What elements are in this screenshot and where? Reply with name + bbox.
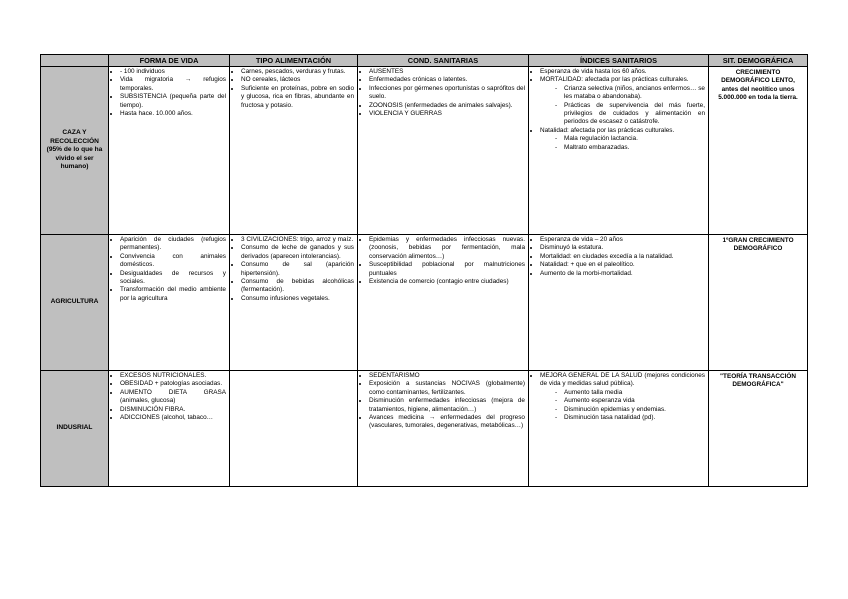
- list-item: [369, 278, 525, 286]
- list-item-text: • Consumo de leche de ganados y sus derivados (aparecen intolerancias).: [241, 244, 354, 260]
- list-item-text: • Aumento de la morbi-mortalidad.: [540, 269, 633, 277]
- table-row: [41, 235, 808, 371]
- table-row: [41, 67, 808, 235]
- list-item-text: • Desigualdades de recursos y sociales.: [120, 269, 226, 286]
- list-item-text: • Consumo de sal (aparición hipertensión).: [241, 261, 354, 277]
- list-item-text: • EXCESOS NUTRICIONALES.: [120, 372, 207, 379]
- bullet-list: [532, 372, 705, 422]
- cell-sit-demografica: "TEORÍA TRANSACCIÓN DEMOGRÁFICA": [709, 371, 808, 487]
- list-item: [241, 68, 354, 76]
- bullet-list: [361, 372, 525, 431]
- cell-cond-sanitarias: [358, 67, 529, 235]
- list-item-text: • OBESIDAD + patologías asociadas.: [120, 380, 223, 388]
- list-item: [540, 236, 705, 244]
- row-header: CAZA Y RECOLECCIÓN (95% de lo que ha vivido el ser humano): [41, 67, 109, 235]
- list-item-text: • AUMENTO DIETA GRASA (animales, glucosa): [120, 388, 226, 405]
- list-item-text: • AUSENTES: [369, 68, 404, 75]
- cell-tipo-alimentacion: [230, 67, 358, 235]
- row-header: INDUSRIAL: [41, 371, 109, 487]
- list-item: [540, 270, 705, 278]
- list-item-text: • Carnes, pescados, verduras y frutas.: [241, 68, 346, 75]
- cell-sit-demografica: 1ºGRAN CRECIMIENTO DEMOGRÁFICO: [709, 235, 808, 371]
- list-item-text: • Exposición a sustancias NOCIVAS (globalmente) como contaminantes, fertilizantes.: [369, 380, 525, 396]
- list-item-text: • Mortalidad: en ciudades excedía a la natalidad.: [540, 252, 674, 260]
- list-item: [540, 253, 705, 261]
- list-item-text: • Convivencia con animales domésticos.: [120, 252, 226, 269]
- table-row: [41, 371, 808, 487]
- sub-list-item: - Disminución epidemias y endemias.: [564, 406, 705, 414]
- list-item: [369, 85, 525, 102]
- list-item-text: • SEDENTARISMO: [369, 372, 420, 379]
- list-item: [369, 397, 525, 414]
- bullet-list: [361, 236, 525, 286]
- list-item-text: • NO cereales, lácteos: [241, 76, 301, 84]
- list-item: [241, 85, 354, 110]
- list-item-text: • Esperanza de vida – 20 años: [540, 236, 623, 243]
- cell-forma-de-vida: [109, 371, 230, 487]
- list-item: [120, 414, 226, 422]
- sub-list-item: - Mala regulación lactancia.: [564, 135, 705, 143]
- sub-list-item: - Aumento talla media: [564, 389, 705, 397]
- bullet-list: [112, 68, 226, 118]
- list-item-text: • - 100 individuos: [120, 68, 165, 75]
- sub-list: [540, 85, 705, 127]
- cell-indices-sanitarios: [529, 67, 709, 235]
- cell-indices-sanitarios: [529, 371, 709, 487]
- list-item: [120, 236, 226, 253]
- list-item-text: • MORTALIDAD: afectada por las prácticas culturales.: [540, 76, 689, 84]
- list-item: [540, 372, 705, 422]
- list-item-text: • Disminuyó la estatura.: [540, 244, 604, 252]
- list-item: [540, 261, 705, 269]
- list-item: [369, 380, 525, 397]
- bullet-list: [233, 236, 354, 303]
- list-item-text: • Transformación del medio ambiente por la agricultura: [120, 286, 226, 302]
- header-cond-sanitarias: COND. SANITARIAS: [358, 55, 529, 67]
- bullet-list: [233, 68, 354, 110]
- list-item: [540, 68, 705, 76]
- list-item: [540, 127, 705, 152]
- list-item-text: • Hasta hace. 10.000 años.: [120, 110, 193, 118]
- cell-indices-sanitarios: [529, 235, 709, 371]
- list-item-text: • Consumo de bebidas alcohólicas (fermentación).: [241, 278, 354, 294]
- cell-forma-de-vida: [109, 235, 230, 371]
- bullet-list: [112, 372, 226, 422]
- list-item-text: • Suficiente en proteínas, pobre en sodio y glucosa, rica en fibras, abundante en fructosa y potasio.: [241, 84, 354, 109]
- list-item-text: • Infecciones por gérmenes oportunistas o saprófitos del suelo.: [369, 84, 525, 101]
- sub-list-item: - Crianza selectiva (niños, ancianos enfermos… se les mataba o abandonaba).: [564, 85, 705, 102]
- list-item: [241, 244, 354, 261]
- bullet-list: [361, 68, 525, 118]
- list-item: [540, 244, 705, 252]
- list-item-text: • ADICCIONES (alcohol, tabaco…: [120, 414, 214, 422]
- list-item: [369, 102, 525, 110]
- list-item: [120, 68, 226, 76]
- bullet-list: [112, 236, 226, 303]
- list-item: [369, 236, 525, 261]
- sub-list-item: - Maltrato embarazadas.: [564, 144, 705, 152]
- list-item-text: • Enfermedades crónicas o latentes.: [369, 76, 468, 84]
- list-item-text: • Aparición de ciudades (refugios permanentes).: [120, 236, 226, 252]
- list-item: [241, 261, 354, 278]
- list-item: [241, 236, 354, 244]
- list-item: [540, 76, 705, 126]
- list-item-text: • Susceptibilidad poblacional por malnutriciones puntuales: [369, 261, 525, 277]
- list-item-text: • Esperanza de vida hasta los 60 años.: [540, 68, 647, 75]
- list-item-text: • VIOLENCIA Y GUERRAS: [369, 110, 442, 118]
- bullet-list: [532, 68, 705, 152]
- sub-list-item: - Aumento esperanza vida: [564, 397, 705, 405]
- list-item-text: • MEJORA GENERAL DE LA SALUD (mejores condiciones de vida y medidas salud pública).: [540, 372, 705, 388]
- cell-sit-demografica: CRECIMIENTO DEMOGRÁFICO LENTO, antes del neolítico unos 5.000.000 en toda la tierra.: [709, 67, 808, 235]
- cell-tipo-alimentacion: [230, 235, 358, 371]
- comparison-table: [40, 54, 808, 487]
- list-item-text: • Consumo infusiones vegetales.: [241, 294, 330, 302]
- list-item-text: • Avances medicina → enfermedades del progreso (vasculares, tumorales, degenerativas, metabólicas…): [369, 414, 525, 430]
- list-item-text: • DISMINUCIÓN FIBRA.: [120, 405, 186, 413]
- list-item-text: • ZOONOSIS (enfermedades de animales salvajes).: [369, 101, 513, 109]
- list-item-text: • Disminución enfermedades infecciosas (mejora de tratamientos, higiene, alimentación…): [369, 397, 525, 413]
- list-item-text: • Existencia de comercio (contagio entre ciudades): [369, 278, 509, 286]
- list-item: [369, 68, 525, 76]
- list-item-text: • Natalidad: afectada por las prácticas culturales.: [540, 126, 675, 134]
- list-item-text: • Natalidad: + que en el paleolítico.: [540, 261, 635, 269]
- list-item: [120, 253, 226, 270]
- list-item: [369, 372, 525, 380]
- list-item: [120, 270, 226, 287]
- list-item: [369, 76, 525, 84]
- list-item: [120, 372, 226, 380]
- header-indices-sanitarios: ÍNDICES SANITARIOS: [529, 55, 709, 67]
- list-item-text: • Epidemias y enfermedades infecciosas nuevas. (zoonosis, bebidas por fermentación, mala conservación alimentos…): [369, 236, 525, 260]
- sub-list: [540, 135, 705, 152]
- cell-forma-de-vida: [109, 67, 230, 235]
- list-item: [241, 76, 354, 84]
- sub-list-item: - Prácticas de supervivencia del más fuerte, privilegios de cuidados y alimentación en periodos de escasez o catástrofe.: [564, 102, 705, 127]
- list-item: [120, 286, 226, 303]
- header-forma-de-vida: FORMA DE VIDA: [109, 55, 230, 67]
- list-item: [369, 414, 525, 431]
- header-tipo-alimentacion: TIPO ALIMENTACIÓN: [230, 55, 358, 67]
- cell-cond-sanitarias: [358, 235, 529, 371]
- list-item: [120, 389, 226, 406]
- list-item-text: • 3 CIVILIZACIONES: trigo, arroz y maíz.: [241, 236, 354, 243]
- list-item: [241, 295, 354, 303]
- list-item-text: • Vida migratoria → refugios temporales.: [120, 76, 226, 92]
- list-item: [120, 76, 226, 93]
- list-item: [241, 278, 354, 295]
- cell-tipo-alimentacion: [230, 371, 358, 487]
- list-item-text: • SUBSISTENCIA (pequeña parte del tiempo).: [120, 93, 226, 109]
- corner-cell: [41, 55, 109, 67]
- row-header: AGRICULTURA: [41, 235, 109, 371]
- list-item: [369, 261, 525, 278]
- list-item: [120, 110, 226, 118]
- list-item: [369, 110, 525, 118]
- sub-list: [540, 389, 705, 423]
- list-item: [120, 406, 226, 414]
- list-item: [120, 380, 226, 388]
- cell-cond-sanitarias: [358, 371, 529, 487]
- header-sit-demografica: SIT. DEMOGRÁFICA: [709, 55, 808, 67]
- list-item: [120, 93, 226, 110]
- sub-list-item: - Disminución tasa natalidad (pd).: [564, 414, 705, 422]
- header-row: [41, 55, 808, 67]
- bullet-list: [532, 236, 705, 278]
